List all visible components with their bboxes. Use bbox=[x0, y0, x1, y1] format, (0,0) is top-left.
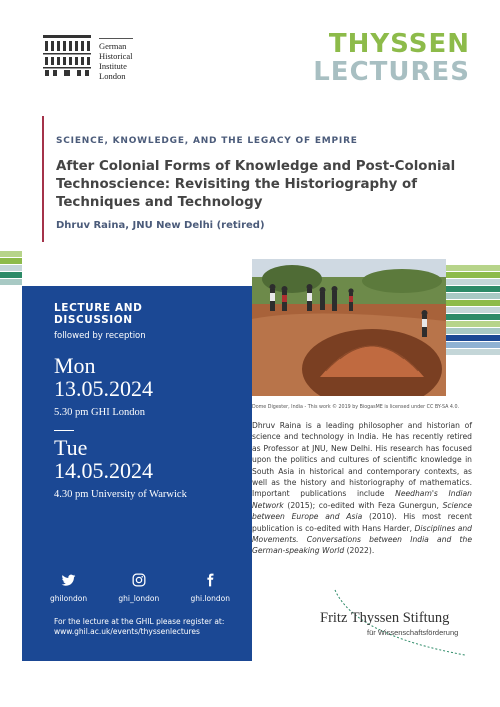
bio-publication: Disciplines and Movements. Conversations between India and the German-speaking World bbox=[252, 523, 472, 556]
ghi-name-line: London bbox=[99, 71, 126, 81]
speaker-bio bbox=[252, 420, 472, 557]
social-facebook[interactable] bbox=[190, 572, 230, 603]
date2-day: Tue bbox=[54, 435, 88, 460]
register-info bbox=[54, 617, 224, 637]
social-instagram[interactable] bbox=[118, 572, 159, 603]
register-text: For the lecture at the GHIL please register at: bbox=[54, 617, 225, 626]
brand-line-1: THYSSEN bbox=[328, 29, 470, 59]
ghi-logo bbox=[41, 33, 151, 81]
date1-time: 5.30 pm GHI London bbox=[54, 407, 145, 418]
bio-text: (2022). bbox=[344, 546, 375, 556]
foundation-name: Fritz Thyssen Stiftung bbox=[320, 610, 450, 626]
panel-subtitle: followed by reception bbox=[54, 331, 146, 341]
ghi-name-line: German bbox=[99, 41, 127, 51]
bio-text: Dhruv Raina is a leading philosopher and historian of science and technology in India. He has recently retired as Professor at JNU, New Delhi. His research has focused upon the politics and cultures of scientific knowledge in South Asia in historical and contemporary contexts, as well as the history and historiography of mathematics. Important publications include bbox=[252, 421, 472, 499]
foundation-subtitle: für Wissenschaftsförderung bbox=[367, 628, 459, 637]
social-handle[interactable]: ghi_london bbox=[118, 594, 160, 603]
ghi-building-icon bbox=[41, 33, 93, 77]
date2-date: 14.05.2024 bbox=[54, 458, 153, 483]
register-link[interactable]: www.ghil.ac.uk/events/thyssenlectures bbox=[54, 627, 200, 636]
twitter-icon[interactable] bbox=[61, 572, 77, 588]
bio-text: (2010). His most recent publication is co-edited with Hans Harder, bbox=[252, 512, 473, 533]
ghi-name bbox=[99, 38, 133, 81]
fritz-thyssen-logo bbox=[320, 610, 458, 637]
facebook-icon[interactable] bbox=[202, 572, 218, 588]
social-links bbox=[50, 572, 230, 603]
dome-digester-photo bbox=[252, 259, 446, 396]
title-block bbox=[42, 116, 482, 242]
photo-caption: Dome Digester, India - This work © 2019 by BiogasME is licensed under CC BY-SA 4.0. bbox=[252, 405, 460, 410]
series-title: SCIENCE, KNOWLEDGE, AND THE LEGACY OF EMPIRE bbox=[56, 136, 358, 146]
brand-line-2: LECTURES bbox=[313, 57, 470, 87]
thyssen-lectures-logo bbox=[313, 30, 470, 86]
date2-time: 4.30 pm University of Warwick bbox=[54, 489, 187, 500]
instagram-icon[interactable] bbox=[131, 572, 147, 588]
ghi-name-line: Historical bbox=[99, 51, 133, 61]
date1-day: Mon bbox=[54, 353, 96, 378]
social-twitter[interactable] bbox=[50, 572, 87, 603]
bio-publication: Needham's Indian Network bbox=[252, 489, 472, 510]
date1-date: 13.05.2024 bbox=[54, 376, 153, 401]
divider bbox=[54, 430, 74, 431]
social-handle[interactable]: ghi.london bbox=[190, 594, 230, 603]
decorative-stripes-left bbox=[0, 251, 22, 286]
decorative-stripes-right bbox=[442, 265, 500, 356]
bio-publication: Science between Europe and Asia bbox=[252, 500, 472, 522]
bio-text: (2015); co-edited with Feza Gunergun, bbox=[283, 500, 443, 510]
event-panel bbox=[22, 286, 252, 661]
speaker: Dhruv Raina, JNU New Delhi (retired) bbox=[56, 220, 265, 231]
panel-kicker: LECTURE AND DISCUSSION bbox=[54, 302, 143, 326]
ghi-name-line: Institute bbox=[99, 61, 127, 71]
photo-illustration bbox=[252, 259, 446, 396]
social-handle[interactable]: ghilondon bbox=[50, 594, 88, 603]
lecture-title: After Colonial Forms of Knowledge and Post-Colonial Technoscience: Revisiting the Historiography of Techniques and Technology bbox=[56, 159, 456, 210]
